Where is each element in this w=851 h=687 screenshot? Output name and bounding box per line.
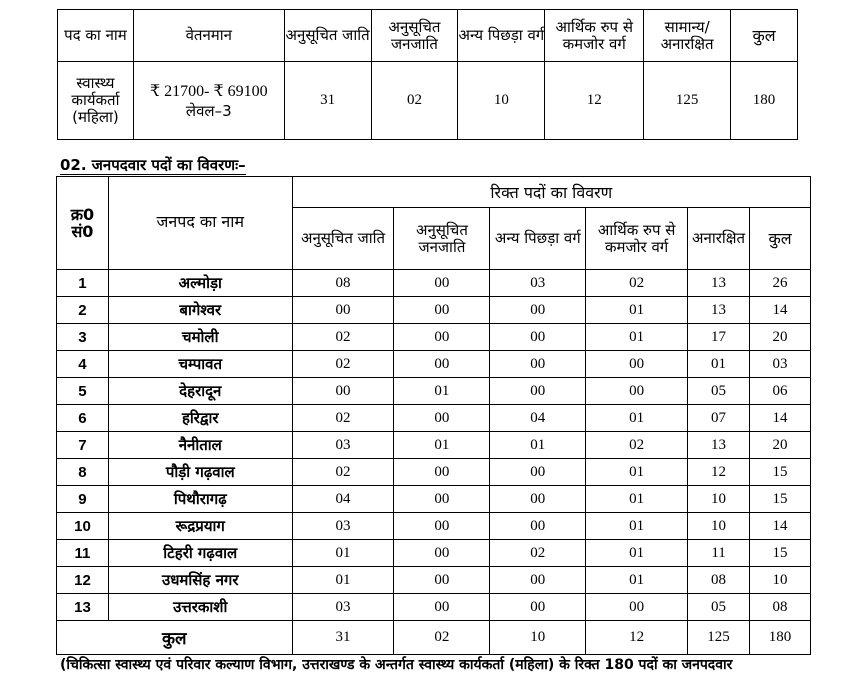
summary-st-value: 02 <box>371 62 458 140</box>
vacancy-group-header: रिक्त पदों का विवरण <box>292 177 810 208</box>
header-sc: अनुसूचित जाति <box>284 10 371 62</box>
district-group-header-row <box>57 177 811 208</box>
district-header-unreserved: अनारक्षित <box>688 208 750 270</box>
district-name-header: जनपद का नाम <box>108 177 292 270</box>
st-value: 00 <box>394 405 490 432</box>
district-header-total: कुल <box>750 208 811 270</box>
obc-value: 04 <box>490 405 586 432</box>
district-table <box>56 176 811 655</box>
total-value: 20 <box>750 432 811 459</box>
obc-value: 02 <box>490 540 586 567</box>
total-value: 06 <box>750 378 811 405</box>
table-row <box>57 459 811 486</box>
total-value: 15 <box>750 540 811 567</box>
total-value: 20 <box>750 324 811 351</box>
obc-value: 00 <box>490 324 586 351</box>
header-general: सामान्य/ अनारक्षित <box>644 10 731 62</box>
summary-table <box>57 9 798 140</box>
ews-value: 01 <box>586 297 688 324</box>
st-value: 00 <box>394 513 490 540</box>
district-header-sc: अनुसूचित जाति <box>292 208 394 270</box>
summary-ews-value: 12 <box>545 62 644 140</box>
sc-value: 01 <box>292 540 394 567</box>
district-name: उत्तरकाशी <box>108 594 292 621</box>
total-value: 08 <box>750 594 811 621</box>
table-row <box>57 297 811 324</box>
serial-number: 7 <box>57 432 109 459</box>
obc-value: 00 <box>490 513 586 540</box>
ews-value: 01 <box>586 540 688 567</box>
unreserved-value: 13 <box>688 432 750 459</box>
summary-sc-value: 31 <box>284 62 371 140</box>
st-value: 00 <box>394 540 490 567</box>
obc-value: 01 <box>490 432 586 459</box>
table-row <box>57 351 811 378</box>
ews-value: 01 <box>586 324 688 351</box>
serial-number: 4 <box>57 351 109 378</box>
serial-number: 8 <box>57 459 109 486</box>
header-pay-scale: वेतनमान <box>133 10 284 62</box>
table-row <box>57 324 811 351</box>
district-rows <box>57 270 811 621</box>
sc-value: 03 <box>292 513 394 540</box>
sc-value: 02 <box>292 324 394 351</box>
serial-number: 9 <box>57 486 109 513</box>
total-ews: 12 <box>586 621 688 655</box>
sc-value: 00 <box>292 297 394 324</box>
obc-value: 00 <box>490 378 586 405</box>
header-obc: अन्य पिछड़ा वर्ग <box>458 10 545 62</box>
obc-value: 00 <box>490 351 586 378</box>
unreserved-value: 01 <box>688 351 750 378</box>
total-value: 26 <box>750 270 811 297</box>
table-row <box>57 486 811 513</box>
district-total-row <box>57 621 811 655</box>
st-value: 00 <box>394 459 490 486</box>
table-row <box>57 432 811 459</box>
unreserved-value: 13 <box>688 297 750 324</box>
st-value: 00 <box>394 594 490 621</box>
sc-value: 02 <box>292 459 394 486</box>
serial-number: 11 <box>57 540 109 567</box>
st-value: 00 <box>394 270 490 297</box>
district-name: चम्पावत <box>108 351 292 378</box>
district-header-st: अनुसूचित जनजाति <box>394 208 490 270</box>
header-st: अनुसूचित जनजाति <box>371 10 458 62</box>
total-label: कुल <box>57 621 293 655</box>
obc-value: 03 <box>490 270 586 297</box>
district-name: नैनीताल <box>108 432 292 459</box>
summary-data-row <box>58 62 798 140</box>
total-value: 14 <box>750 513 811 540</box>
summary-obc-value: 10 <box>458 62 545 140</box>
district-name: पिथौरागढ़ <box>108 486 292 513</box>
sc-value: 01 <box>292 567 394 594</box>
district-name: हरिद्वार <box>108 405 292 432</box>
district-name: टिहरी गढ़वाल <box>108 540 292 567</box>
ews-value: 00 <box>586 594 688 621</box>
ews-value: 00 <box>586 351 688 378</box>
serial-number: 1 <box>57 270 109 297</box>
total-value: 14 <box>750 405 811 432</box>
total-value: 15 <box>750 459 811 486</box>
st-value: 00 <box>394 324 490 351</box>
sc-value: 03 <box>292 432 394 459</box>
table-row <box>57 378 811 405</box>
serial-number: 13 <box>57 594 109 621</box>
table-row <box>57 405 811 432</box>
unreserved-value: 08 <box>688 567 750 594</box>
serial-header: क्र0 सं0 <box>57 177 109 270</box>
st-value: 01 <box>394 432 490 459</box>
pay-range: ₹ 21700- ₹ 69100 <box>149 82 268 100</box>
total-all: 180 <box>750 621 811 655</box>
post-name: स्वास्थ्य कार्यकर्ता (महिला) <box>58 62 134 140</box>
ews-value: 02 <box>586 270 688 297</box>
district-name: बागेश्वर <box>108 297 292 324</box>
sc-value: 08 <box>292 270 394 297</box>
unreserved-value: 10 <box>688 513 750 540</box>
sc-value: 00 <box>292 378 394 405</box>
total-value: 15 <box>750 486 811 513</box>
serial-number: 6 <box>57 405 109 432</box>
table-row <box>57 594 811 621</box>
district-name: पौड़ी गढ़वाल <box>108 459 292 486</box>
total-unreserved: 125 <box>688 621 750 655</box>
ews-value: 01 <box>586 567 688 594</box>
unreserved-value: 17 <box>688 324 750 351</box>
district-name: देहरादून <box>108 378 292 405</box>
header-ews: आर्थिक रुप से कमजोर वर्ग <box>545 10 644 62</box>
pay-level: लेवल–3 <box>185 101 232 120</box>
obc-value: 00 <box>490 459 586 486</box>
summary-header-row <box>58 10 798 62</box>
sc-value: 03 <box>292 594 394 621</box>
st-value: 00 <box>394 297 490 324</box>
unreserved-value: 05 <box>688 378 750 405</box>
unreserved-value: 13 <box>688 270 750 297</box>
st-value: 00 <box>394 567 490 594</box>
ews-value: 01 <box>586 459 688 486</box>
table-row <box>57 567 811 594</box>
ews-value: 01 <box>586 513 688 540</box>
sc-value: 04 <box>292 486 394 513</box>
table-row <box>57 270 811 297</box>
unreserved-value: 07 <box>688 405 750 432</box>
total-obc: 10 <box>490 621 586 655</box>
st-value: 00 <box>394 351 490 378</box>
unreserved-value: 12 <box>688 459 750 486</box>
serial-number: 10 <box>57 513 109 540</box>
ews-value: 01 <box>586 405 688 432</box>
table-row <box>57 540 811 567</box>
obc-value: 00 <box>490 297 586 324</box>
serial-number: 12 <box>57 567 109 594</box>
serial-number: 5 <box>57 378 109 405</box>
district-name: अल्मोड़ा <box>108 270 292 297</box>
obc-value: 00 <box>490 486 586 513</box>
district-name: चमोली <box>108 324 292 351</box>
total-sc: 31 <box>292 621 394 655</box>
sc-value: 02 <box>292 405 394 432</box>
table-row <box>57 513 811 540</box>
pay-scale <box>133 62 284 140</box>
serial-number: 2 <box>57 297 109 324</box>
header-total: कुल <box>731 10 798 62</box>
st-value: 00 <box>394 486 490 513</box>
obc-value: 00 <box>490 567 586 594</box>
unreserved-value: 11 <box>688 540 750 567</box>
district-name: रूद्रप्रयाग <box>108 513 292 540</box>
serial-number: 3 <box>57 324 109 351</box>
header-post-name: पद का नाम <box>58 10 134 62</box>
st-value: 01 <box>394 378 490 405</box>
summary-general-value: 125 <box>644 62 731 140</box>
obc-value: 00 <box>490 594 586 621</box>
total-st: 02 <box>394 621 490 655</box>
footnote: (चिकित्सा स्वास्थ्य एवं परिवार कल्याण विभाग, उत्तराखण्ड के अन्तर्गत स्वास्थ्य कार्यकर्ता (महिला) के रिक्त 180 पदों का जनपदवार <box>60 657 733 673</box>
total-value: 14 <box>750 297 811 324</box>
ews-value: 01 <box>586 486 688 513</box>
district-header-ews: आर्थिक रुप से कमजोर वर्ग <box>586 208 688 270</box>
section-title: 02. जनपदवार पदों का विवरणः– <box>60 156 246 174</box>
sc-value: 02 <box>292 351 394 378</box>
total-value: 03 <box>750 351 811 378</box>
total-value: 10 <box>750 567 811 594</box>
district-name: उधमसिंह नगर <box>108 567 292 594</box>
ews-value: 00 <box>586 378 688 405</box>
ews-value: 02 <box>586 432 688 459</box>
summary-total-value: 180 <box>731 62 798 140</box>
district-header-obc: अन्य पिछड़ा वर्ग <box>490 208 586 270</box>
unreserved-value: 05 <box>688 594 750 621</box>
unreserved-value: 10 <box>688 486 750 513</box>
